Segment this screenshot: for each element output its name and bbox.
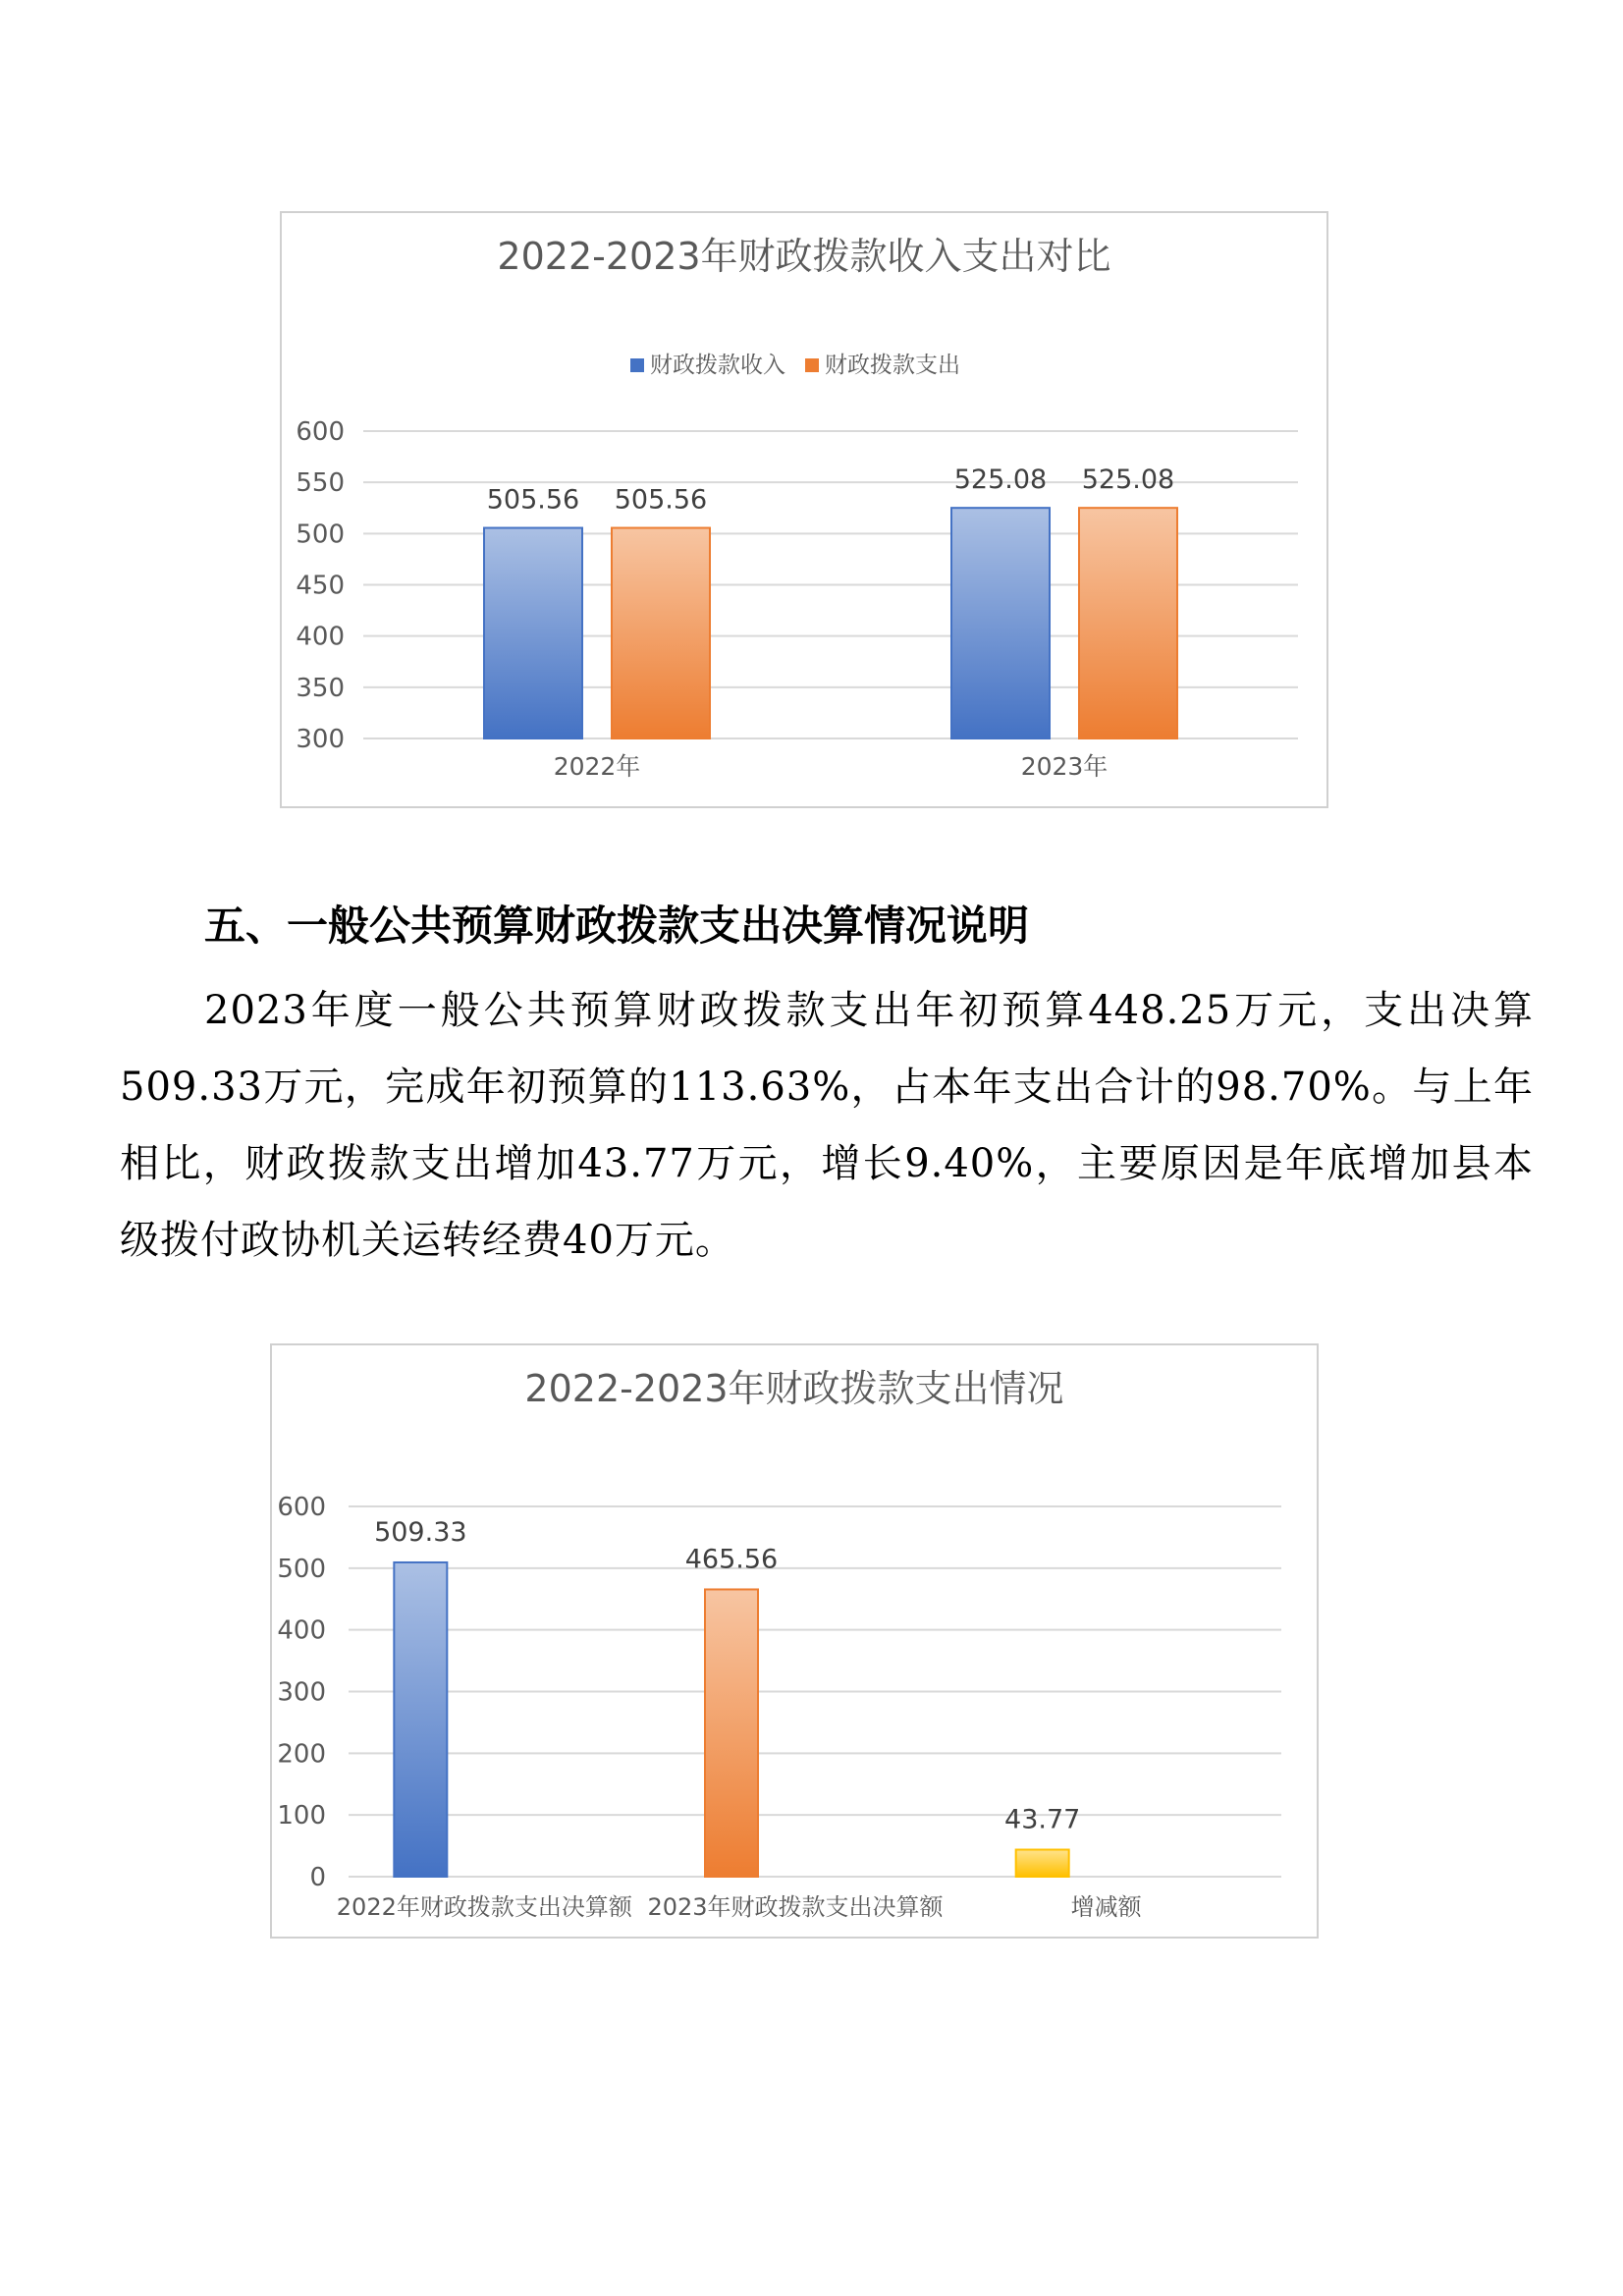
chart-2-xtick-label: 增减额 <box>1070 1893 1142 1921</box>
section-paragraph: 2023年度一般公共预算财政拨款支出年初预算448.25万元，支出决算509.33万元，完成年初预算的113.63%，占本年支出合计的98.70%。与上年相比，财政拨款支出增加43.77万元，增长9.40%，主要原因是年底增加县本级拨付政协机关运转经费40万元。 <box>120 988 1534 1263</box>
chart-1-svg <box>282 213 1326 806</box>
chart-1-bar <box>612 528 710 738</box>
chart-1-ytick-label: 550 <box>296 468 345 499</box>
chart-2-xtick-label: 2022年财政拨款支出决算额 <box>336 1893 632 1921</box>
chart-2-bar <box>394 1562 447 1877</box>
chart-2-xtick-label: 2023年财政拨款支出决算额 <box>647 1893 944 1921</box>
chart-1-legend-swatch <box>805 358 819 372</box>
chart-1-title: 2022-2023年财政拨款收入支出对比 <box>497 235 1111 278</box>
chart-1-legend-label: 财政拨款收入 <box>650 353 785 378</box>
chart-1-bar <box>484 528 582 738</box>
chart-2-data-label: 465.56 <box>684 1544 779 1575</box>
chart-2-ytick-label: 0 <box>309 1863 326 1892</box>
chart-1-bar <box>1079 508 1177 738</box>
chart-1-ytick-label: 400 <box>296 622 345 652</box>
chart-expenditure-situation <box>270 1343 1319 1939</box>
chart-1-legend-swatch <box>630 358 644 372</box>
chart-2-ytick-label: 400 <box>277 1615 326 1646</box>
chart-1-xtick-label: 2022年 <box>553 752 641 781</box>
chart-2-data-label: 509.33 <box>374 1516 467 1548</box>
chart-1-bar <box>951 508 1050 738</box>
chart-1-data-label: 525.08 <box>953 465 1048 496</box>
chart-2-ytick-label: 300 <box>277 1677 326 1708</box>
chart-2-svg <box>272 1345 1317 1937</box>
chart-2-bar <box>1016 1849 1069 1877</box>
chart-2-ytick-label: 500 <box>277 1554 326 1584</box>
chart-1-ytick-label: 350 <box>296 673 345 703</box>
chart-2-bar <box>705 1589 758 1877</box>
chart-2-title: 2022-2023年财政拨款支出情况 <box>524 1367 1064 1410</box>
chart-2-ytick-label: 600 <box>277 1493 326 1522</box>
chart-1-ytick-label: 500 <box>296 519 345 550</box>
chart-1-data-label: 505.56 <box>486 484 580 516</box>
chart-1-ytick-label: 450 <box>296 571 345 601</box>
chart-1-ytick-label: 600 <box>296 417 345 447</box>
chart-1-xtick-label: 2023年 <box>1020 752 1109 781</box>
chart-2-ytick-label: 200 <box>277 1739 326 1770</box>
chart-1-ytick-label: 300 <box>296 725 345 754</box>
chart-1-legend-label: 财政拨款支出 <box>825 353 960 378</box>
chart-income-expense-comparison <box>280 211 1328 808</box>
section-heading: 五、一般公共预算财政拨款支出决算情况说明 <box>204 902 1030 950</box>
chart-2-ytick-label: 100 <box>277 1801 326 1831</box>
chart-1-data-label: 505.56 <box>614 484 708 516</box>
chart-1-data-label: 525.08 <box>1081 465 1175 496</box>
chart-2-data-label: 43.77 <box>1004 1804 1081 1835</box>
